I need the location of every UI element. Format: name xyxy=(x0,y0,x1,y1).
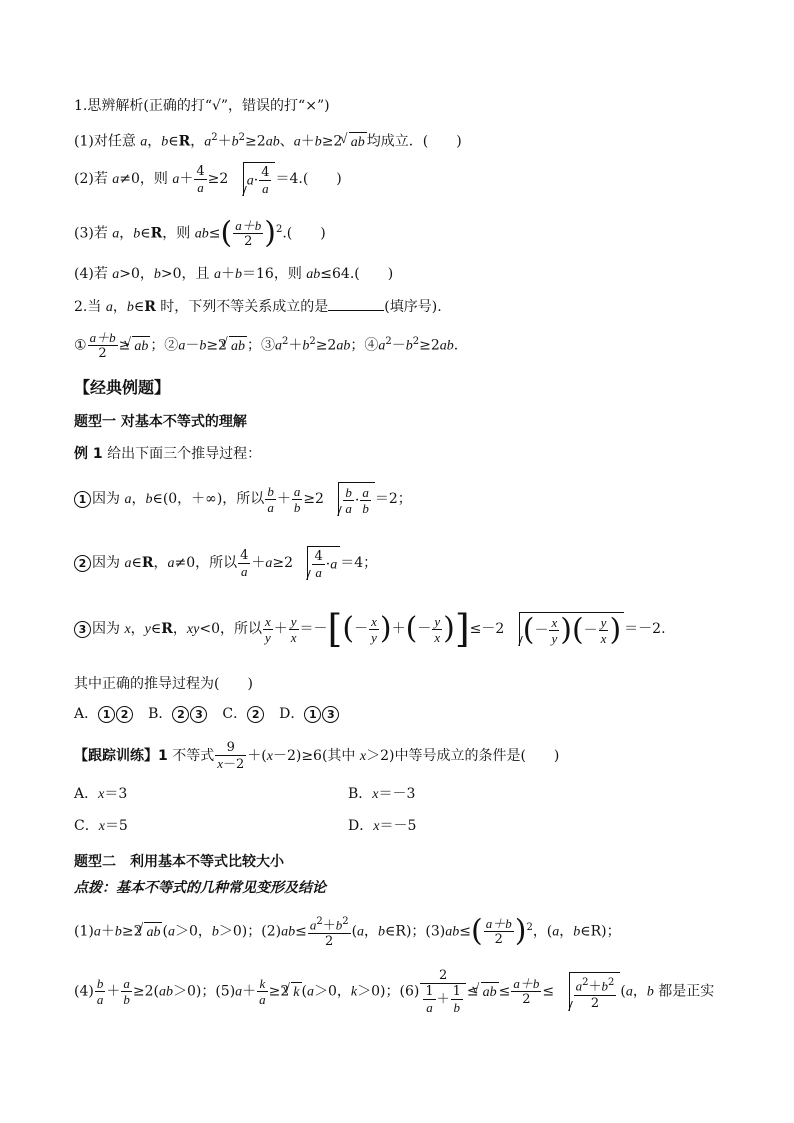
formulas-line-1: (1)a＋b≥2√ ab (a＞0，b＞0)；(2)ab≤ $\frac{a^2+b^2}{2}$ (a，b∈R)；(3)ab≤( $\frac{a+b}{2}$ )$^2$，(a，b∈R)； xyxy=(74,914,621,949)
q2-options: ① $\frac{a+b}{2}$ ≥√ ab ；②a－b≥2√ ab ；$③a^2+b^2\ge 2ab$；$④a^2-b^2\ge 2ab$. xyxy=(74,330,458,361)
example1-choices: A． 1 2 B． 2 3 C． 2 D． 1 3 xyxy=(74,704,340,724)
section-title: 【经典例题】 xyxy=(74,378,171,397)
example1-title: 例 1 给出下面三个推导过程： xyxy=(74,446,262,462)
track1-choice-c: C．x＝5 xyxy=(74,818,128,834)
q2-title: 2.当 a，b∈R 时，下列不等关系成立的是 (填序号). xyxy=(74,296,442,318)
q1-item-3: (3)若 a，b∈R，则 ab≤( $\frac{a+b}{2}$ )$^2$.( ) xyxy=(74,215,326,251)
formulas-line-2: (4) $\frac{b}{a}$ ＋ $\frac{a}{b}$ ≥2(ab＞0)；(5)a＋ $\frac{k}{a}$ ≥2√ k (a＞0，k＞0)；(6) 2 $\frac{1}{a}$ ＋ $\frac{1}{b}$ ≤√ ab ≤ $\frac{a+b}{2}$ ≤ $\frac{a^2+b^2}{2}$ (a，b 都是正实 xyxy=(74,968,714,1015)
example1-part3: 3 因为 x，y∈R，xy<0，所以 $\frac{x}{y}$ ＋ $\frac{y}{x}$ ＝－[(－ $\frac{x}{y}$ )＋(－ $\frac{y}{x}$ )]≤－2 (－ $\frac{x}{y}$ )(－ $\frac{y}{x}$ ) ＝－2. xyxy=(74,612,666,646)
track1-choice-a: A．x＝3 xyxy=(74,786,128,802)
tip-heading: 点拨：基本不等式的几种常见变形及结论 xyxy=(74,880,326,896)
q1-item-1: (1)对任意 a，b∈R，$a^2+b^2\ge 2ab$、a＋b≥2 √ ab 均成立．( ) xyxy=(74,128,462,153)
type1-heading: 题型一 对基本不等式的理解 xyxy=(74,414,247,430)
track1-choice-d: D．x＝－5 xyxy=(348,818,417,834)
track1-choice-b: B．x＝－3 xyxy=(348,786,416,802)
example1-part1: 1 因为 a，b∈(0，＋∞)，所以 $\frac{b}{a}$ ＋ $\frac{a}{b}$ ≥2 $\frac{b}{a}$ · $\frac{a}{b}$ ＝2； xyxy=(74,482,412,516)
example1-question: 其中正确的推导过程为( ) xyxy=(74,676,253,692)
track1-question: 【跟踪训练】1 不等式 $\frac{9}{x-2}$ ＋(x－2)≥6(其中 x＞2)中等号成立的条件是( ) xyxy=(74,740,560,772)
type2-heading: 题型二 利用基本不等式比较大小 xyxy=(74,854,284,870)
q1-title: 1.思辨解析(正确的打“√”，错误的打“×”) xyxy=(74,98,330,114)
example1-part2: 2 因为 a∈R，a≠0，所以 $\frac{4}{a}$ ＋a≥2 $\frac{4}{a}$ ·a ＝4； xyxy=(74,546,377,580)
q1-item-4: (4)若 a>0，b>0，且 a＋b＝16，则 ab≤64.( ) xyxy=(74,266,394,282)
q1-item-2: (2)若 a≠0，则 a＋ $\frac{4}{a}$ ≥2 a· $\frac{4}{a}$ ＝4.( ) xyxy=(74,163,342,196)
